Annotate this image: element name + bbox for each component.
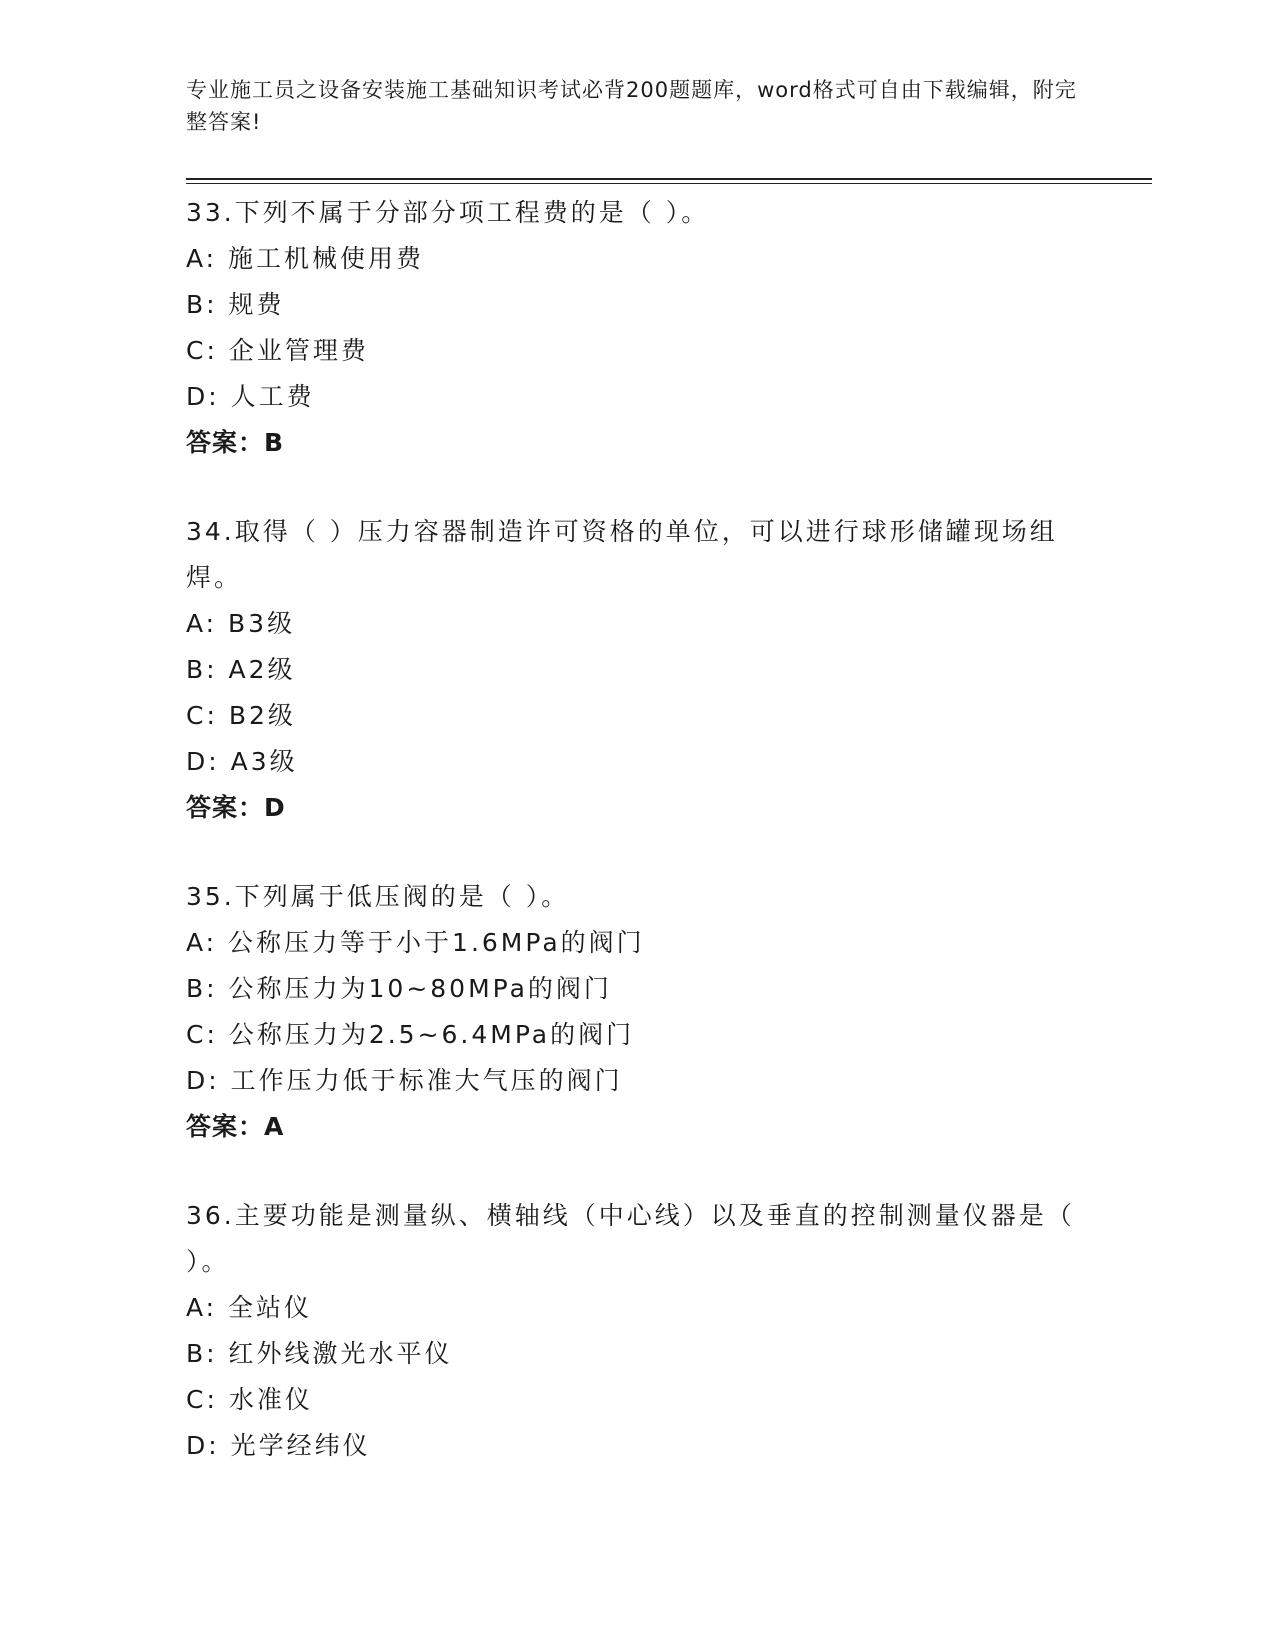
question-list <box>186 190 1086 1512</box>
question-36 <box>186 1193 1086 1469</box>
question-33 <box>186 190 1086 466</box>
option-a: A: 公称压力等于小于1.6MPa的阀门 <box>186 928 645 957</box>
option-b: B: A2级 <box>186 655 296 684</box>
question-stem: 36.主要功能是测量纵、横轴线（中心线）以及垂直的控制测量仪器是（ ）。 <box>186 1201 1075 1276</box>
header-rule-thin <box>186 183 1152 184</box>
option-d: D: 工作压力低于标准大气压的阀门 <box>186 1066 623 1095</box>
option-b: B: 公称压力为10~80MPa的阀门 <box>186 974 612 1003</box>
question-34 <box>186 509 1086 831</box>
answer: 答案：A <box>186 1112 285 1141</box>
document-header: 专业施工员之设备安装施工基础知识考试必背200题题库，word格式可自由下载编辑，附完整答案! <box>186 78 1077 134</box>
header-rule-thick <box>186 178 1152 180</box>
option-a: A: 施工机械使用费 <box>186 244 425 273</box>
answer: 答案：B <box>186 428 285 457</box>
question-35 <box>186 874 1086 1150</box>
question-stem: 33.下列不属于分部分项工程费的是（ ）。 <box>186 198 710 227</box>
option-b: B: 规费 <box>186 290 285 319</box>
option-c: C: 水准仪 <box>186 1385 313 1414</box>
option-d: D: 光学经纬仪 <box>186 1431 371 1460</box>
option-d: D: 人工费 <box>186 382 315 411</box>
question-stem: 35.下列属于低压阀的是（ ）。 <box>186 882 570 911</box>
option-a: A: 全站仪 <box>186 1293 313 1322</box>
option-a: A: B3级 <box>186 609 296 638</box>
option-d: D: A3级 <box>186 747 298 776</box>
option-c: C: 公称压力为2.5~6.4MPa的阀门 <box>186 1020 635 1049</box>
question-stem: 34.取得（ ）压力容器制造许可资格的单位，可以进行球形储罐现场组焊。 <box>186 517 1058 592</box>
option-c: C: B2级 <box>186 701 296 730</box>
option-b: B: 红外线激光水平仪 <box>186 1339 453 1368</box>
option-c: C: 企业管理费 <box>186 336 369 365</box>
answer: 答案：D <box>186 793 286 822</box>
